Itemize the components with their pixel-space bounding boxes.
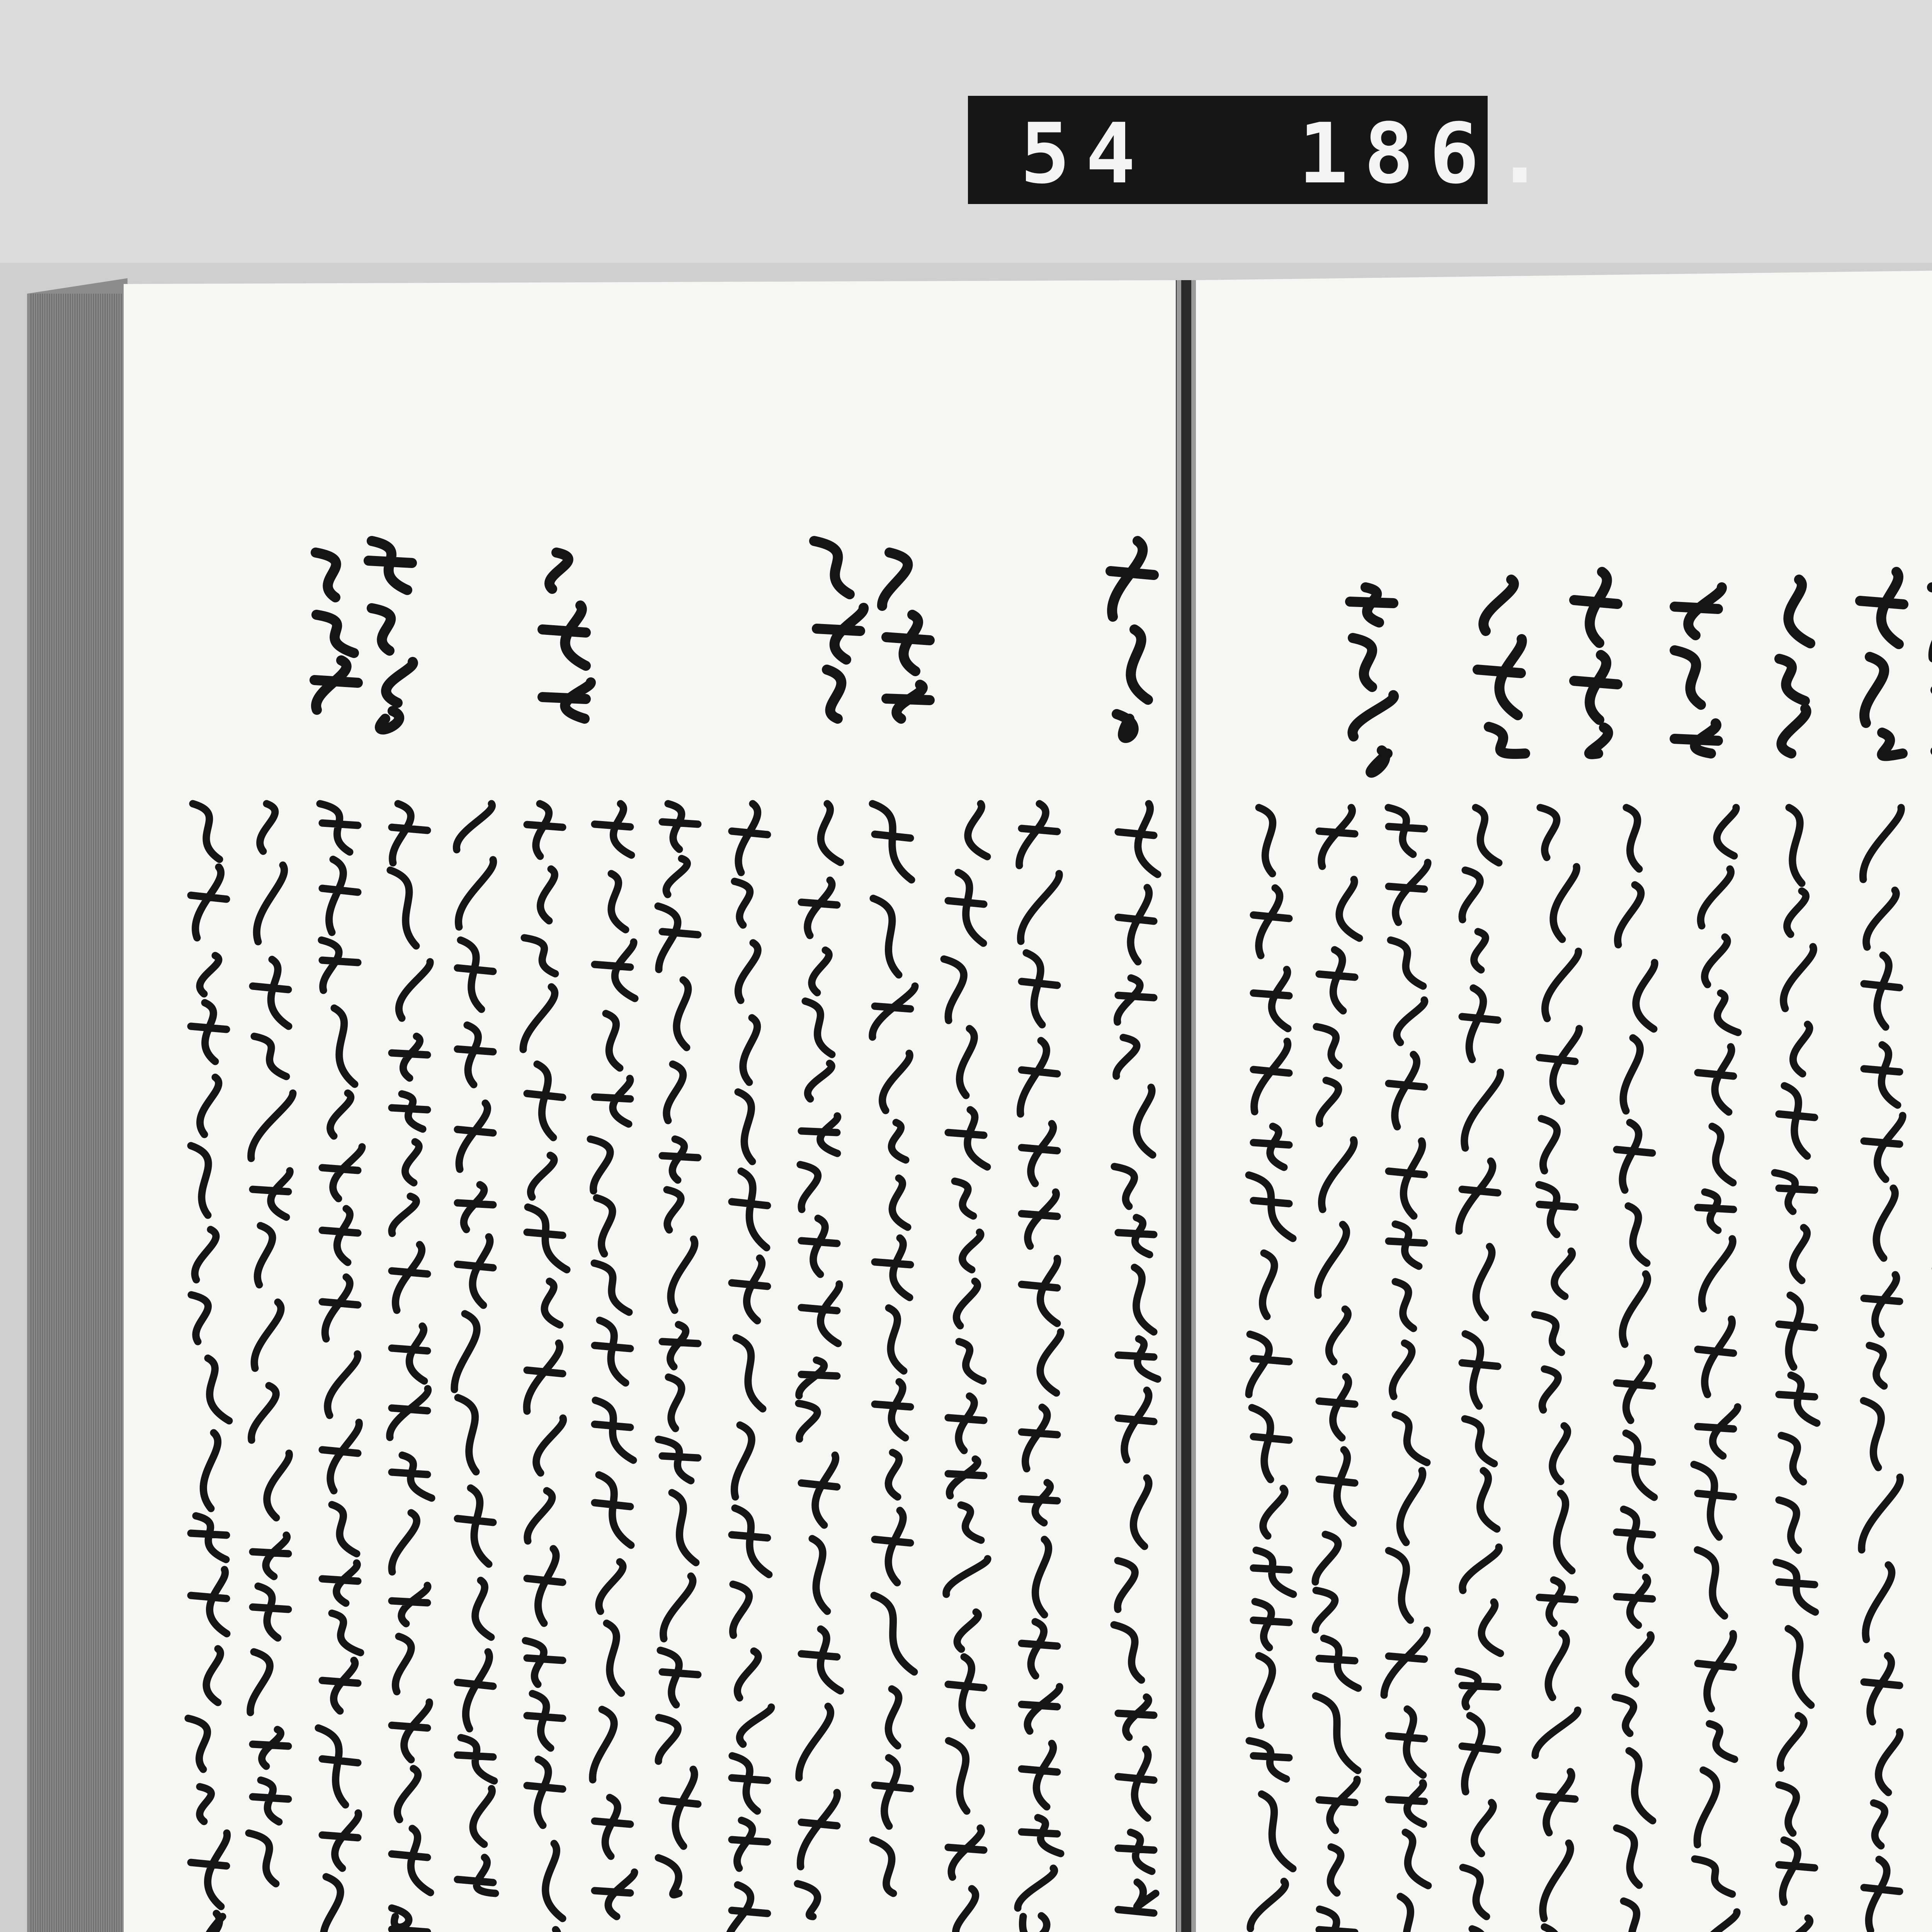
- archive-label-volume: 54: [1020, 105, 1151, 202]
- archive-label-frame: 186.: [1298, 105, 1560, 202]
- archive-label: [968, 96, 1560, 204]
- top-background: [0, 0, 1932, 263]
- gutter-shadow-left: [1177, 280, 1181, 1932]
- gutter-shadow-right: [1191, 280, 1196, 1932]
